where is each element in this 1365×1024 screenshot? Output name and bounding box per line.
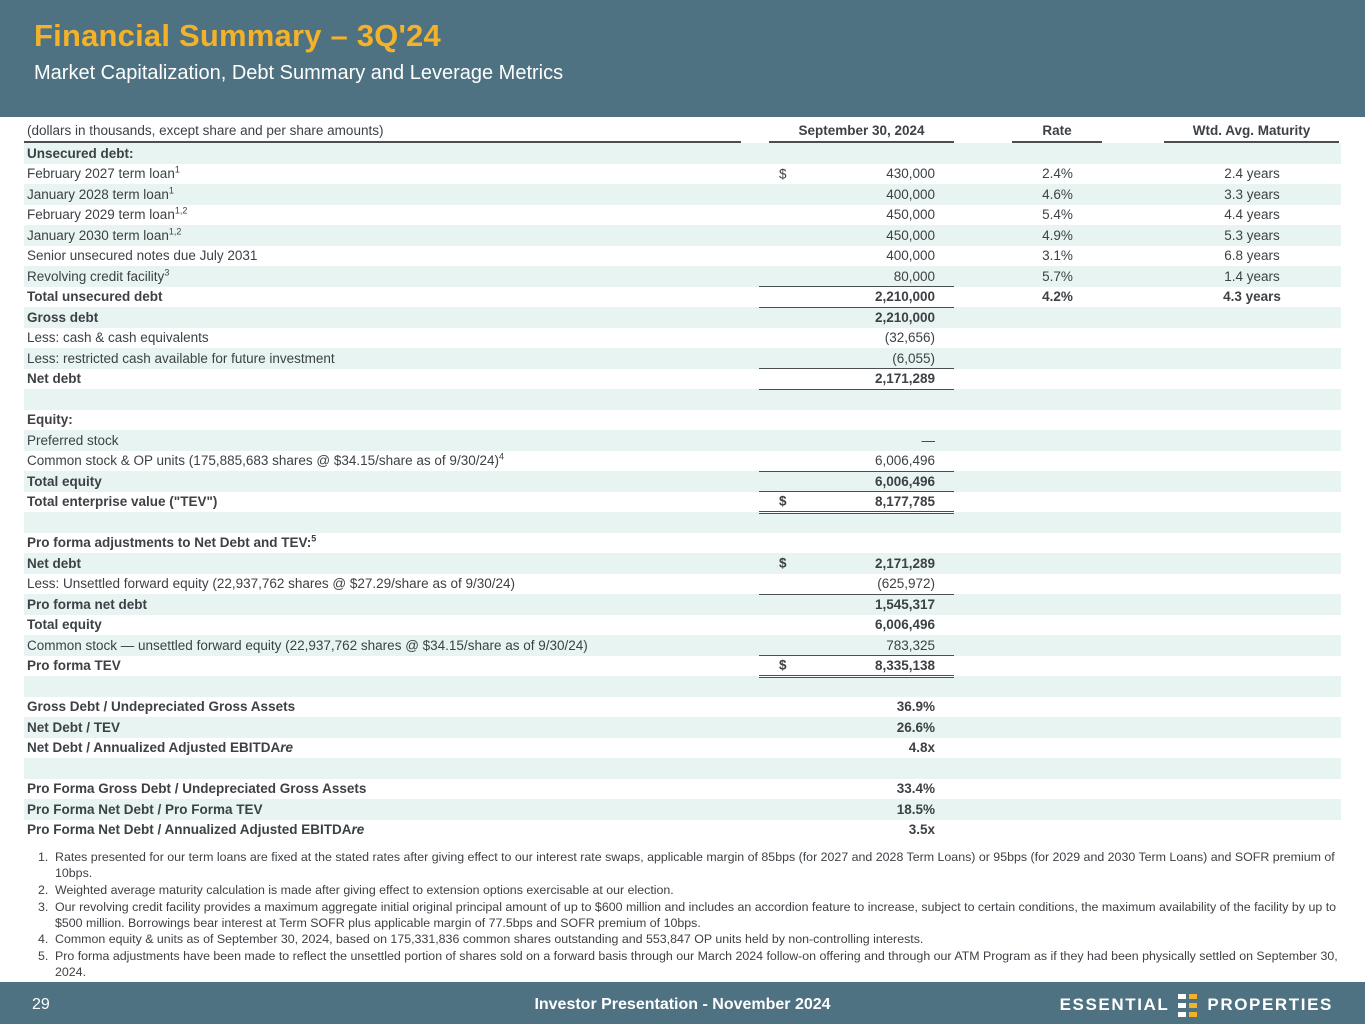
table-row	[24, 574, 1341, 595]
row-value: 3.5x	[908, 822, 935, 838]
row-rate	[954, 676, 1104, 697]
row-rate: 2.4%	[1042, 166, 1073, 182]
row-rate	[954, 307, 1104, 328]
row-value: $ 430,000	[779, 166, 935, 182]
footnotes-list	[24, 850, 1341, 981]
row-rate	[954, 656, 1104, 677]
row-value: 18.5%	[896, 801, 935, 817]
row-label: Total equity	[27, 473, 102, 489]
row-value: 36.9%	[896, 699, 935, 715]
row-maturity	[1104, 512, 1341, 533]
row-label: Unsecured debt:	[27, 145, 134, 161]
table-row	[24, 656, 1341, 677]
row-rate	[954, 471, 1104, 492]
row-rate	[954, 369, 1104, 390]
table-row	[24, 635, 1341, 656]
row-maturity	[1104, 656, 1341, 677]
row-label: Gross Debt / Undepreciated Gross Assets	[27, 699, 296, 715]
row-maturity	[1104, 492, 1341, 513]
row-value: 2,210,000	[874, 310, 935, 325]
row-label: Total equity	[27, 617, 102, 633]
row-maturity	[1104, 471, 1341, 492]
row-label: Pro forma TEV	[27, 658, 121, 674]
row-label	[24, 389, 759, 410]
row-label: Net debt	[27, 371, 81, 387]
row-maturity	[1104, 143, 1341, 164]
row-rate	[954, 758, 1104, 779]
row-rate	[954, 492, 1104, 513]
row-value	[759, 389, 954, 410]
row-label: Common stock & OP units (175,885,683 shares @ $34.15/share as of 9/30/24)$^4$	[27, 451, 504, 469]
spacer-row	[24, 758, 1341, 779]
row-value: (625,972)	[759, 574, 954, 595]
row-rate	[954, 328, 1104, 349]
row-value: 6,006,496	[874, 617, 935, 633]
row-value: 2,171,289	[759, 369, 954, 390]
col-header-description: (dollars in thousands, except share and per share amounts)	[24, 123, 759, 143]
row-value: —	[921, 432, 935, 448]
footer-caption: Investor Presentation - November 2024	[534, 996, 831, 1013]
row-maturity: 4.4 years	[1224, 207, 1280, 223]
table-header-row	[24, 123, 1341, 143]
table-row	[24, 266, 1341, 287]
row-rate: 4.9%	[1042, 227, 1073, 243]
slide-content	[0, 117, 1365, 982]
row-label: Common stock — unsettled forward equity (22,937,762 shares @ $34.15/share as of 9/30/24)	[27, 637, 588, 653]
row-rate	[954, 799, 1104, 820]
row-rate: 5.4%	[1042, 207, 1073, 223]
essential-properties-logo-icon	[1178, 992, 1198, 1019]
row-label: Less: restricted cash available for future investment	[27, 350, 335, 366]
table-row	[24, 430, 1341, 451]
row-maturity	[1104, 451, 1341, 472]
row-label	[24, 512, 759, 533]
row-rate	[954, 410, 1104, 431]
row-maturity	[1104, 410, 1341, 431]
spacer-row	[24, 389, 1341, 410]
row-value: 1,545,317	[874, 597, 935, 612]
footnote: 2. Weighted average maturity calculation is made after giving effect to extension options exercisable at our election.	[38, 882, 674, 897]
row-label: Pro forma adjustments to Net Debt and TEV:$^5$	[27, 533, 317, 551]
row-maturity	[1104, 738, 1341, 759]
row-maturity	[1104, 635, 1341, 656]
dollar-sign: $	[779, 555, 787, 571]
row-value: (6,055)	[759, 348, 954, 369]
row-rate	[954, 553, 1104, 574]
row-rate	[954, 143, 1104, 164]
footnote: 3. Our revolving credit facility provides a maximum aggregate initial original principal amount of up to $600 million and includes an accordion feature to increase, subject to certain conditions, the maximum availability of the facility by up to $500 million. Borrowings bear interest at Term SOFR plus applicable margin of 77.5bps and SOFR premium of 10bps.	[38, 899, 1337, 930]
footnote: 5. Pro forma adjustments have been made to reflect the unsettled portion of shares sold on a forward basis through our March 2024 follow-on offering and through our ATM Program as if they had been physically settled on September 30, 2024.	[38, 949, 1338, 980]
row-maturity: 6.8 years	[1224, 248, 1280, 264]
row-maturity: 2.4 years	[1224, 166, 1280, 182]
row-rate: 4.2%	[1042, 289, 1073, 305]
row-value: 400,000	[886, 248, 935, 264]
table-row	[24, 225, 1341, 246]
row-value: 26.6%	[896, 719, 935, 735]
row-label: January 2030 term loan$^{1,2}$	[27, 226, 182, 243]
financial-summary-table	[24, 123, 1341, 840]
row-value	[759, 410, 954, 431]
row-rate	[954, 717, 1104, 738]
row-maturity	[1104, 594, 1341, 615]
row-value: 450,000	[886, 227, 935, 243]
table-row	[24, 184, 1341, 205]
table-row	[24, 307, 1341, 328]
row-label: February 2029 term loan$^{1,2}$	[27, 205, 188, 223]
row-value: 400,000	[886, 186, 935, 202]
row-maturity	[1104, 779, 1341, 800]
company-logo	[1060, 992, 1333, 1019]
row-value: 450,000	[886, 207, 935, 223]
row-label: Net Debt / Annualized Adjusted EBITDAre	[27, 740, 294, 756]
row-value: $ 8,177,785	[759, 492, 954, 513]
row-label: Total unsecured debt	[27, 289, 163, 305]
row-label: Pro forma net debt	[27, 596, 148, 612]
table-row	[24, 369, 1341, 390]
row-maturity: 4.3 years	[1223, 289, 1281, 305]
row-value	[759, 533, 954, 554]
row-label: Pro Forma Gross Debt / Undepreciated Gross Assets	[27, 781, 367, 797]
row-rate: 5.7%	[1042, 268, 1073, 284]
table-row	[24, 471, 1341, 492]
table-row	[24, 553, 1341, 574]
table-row	[24, 328, 1341, 349]
page-subtitle: Market Capitalization, Debt Summary and Leverage Metrics	[34, 62, 564, 84]
row-rate	[954, 738, 1104, 759]
row-rate	[954, 820, 1104, 841]
row-value	[759, 758, 954, 779]
row-label: Preferred stock	[27, 432, 119, 448]
table-row	[24, 205, 1341, 226]
row-label: Less: Unsettled forward equity (22,937,762 shares @ $27.29/share as of 9/30/24)	[27, 576, 515, 592]
row-maturity	[1104, 348, 1341, 369]
row-maturity	[1104, 369, 1341, 390]
row-rate	[954, 594, 1104, 615]
table-row	[24, 820, 1341, 841]
row-label: Net debt	[27, 555, 81, 571]
table-row	[24, 287, 1341, 308]
row-value: $ 2,171,289	[779, 555, 935, 571]
row-label: February 2027 term loan$^1$	[27, 164, 180, 182]
row-label: Equity:	[27, 412, 73, 428]
row-maturity: 3.3 years	[1224, 186, 1280, 202]
table-row	[24, 533, 1341, 554]
footnote: 1. Rates presented for our term loans are fixed at the stated rates after giving effect to our interest rate swaps, applicable margin of 85bps (for 2027 and 2028 Term Loans) or 95bps (for 2029 and 2030 Term Loans) and SOFR premium of 10bps.	[38, 850, 1335, 880]
footnote: 4. Common equity & units as of September 30, 2024, based on 175,331,836 common shares outstanding and 553,847 OP units held by non-controlling interests.	[38, 932, 924, 947]
row-rate	[954, 389, 1104, 410]
row-label: Less: cash & cash equivalents	[27, 330, 209, 346]
logo-text-essential: ESSENTIAL	[1059, 995, 1170, 1014]
row-maturity	[1104, 574, 1341, 595]
table-row	[24, 492, 1341, 513]
spacer-row	[24, 512, 1341, 533]
col-header-maturity: Wtd. Avg. Maturity	[1104, 123, 1341, 143]
row-label: January 2028 term loan$^1$	[27, 185, 174, 202]
slide-footer	[0, 982, 1365, 1024]
row-value: 6,006,496	[759, 471, 954, 492]
row-value: 783,325	[759, 635, 954, 656]
table-row	[24, 717, 1341, 738]
row-value	[759, 512, 954, 533]
table-row	[24, 697, 1341, 718]
table-row	[24, 164, 1341, 185]
slide-header	[0, 0, 1365, 117]
table-row	[24, 594, 1341, 615]
row-maturity	[1104, 615, 1341, 636]
dollar-sign: $	[779, 657, 787, 673]
table-row	[24, 738, 1341, 759]
row-value: $ 8,335,138	[759, 656, 954, 677]
row-maturity	[1104, 533, 1341, 554]
row-rate	[954, 574, 1104, 595]
row-rate: 4.6%	[1042, 186, 1073, 202]
row-rate	[954, 635, 1104, 656]
row-value: (32,656)	[884, 330, 935, 346]
row-value: 4.8x	[908, 740, 935, 756]
table-row	[24, 615, 1341, 636]
row-maturity	[1104, 717, 1341, 738]
row-label	[24, 676, 759, 697]
row-maturity	[1104, 820, 1341, 841]
row-label: Senior unsecured notes due July 2031	[27, 248, 258, 264]
spacer-row	[24, 676, 1341, 697]
table-row	[24, 779, 1341, 800]
row-label: Total enterprise value ("TEV")	[27, 494, 218, 510]
row-maturity	[1104, 553, 1341, 574]
row-maturity	[1104, 307, 1341, 328]
table-row	[24, 410, 1341, 431]
table-row	[24, 246, 1341, 267]
row-value: 33.4%	[896, 781, 935, 797]
row-value: 80,000	[759, 266, 954, 287]
table-row	[24, 348, 1341, 369]
row-rate	[954, 779, 1104, 800]
row-maturity	[1104, 328, 1341, 349]
row-label: Gross debt	[27, 309, 99, 325]
row-value	[759, 143, 954, 164]
row-label: Pro Forma Net Debt / Annualized Adjusted EBITDAre	[27, 822, 365, 838]
row-rate	[954, 348, 1104, 369]
col-header-date: September 30, 2024	[759, 123, 954, 143]
dollar-sign: $	[779, 166, 787, 182]
row-rate: 3.1%	[1042, 248, 1073, 264]
table-row	[24, 143, 1341, 164]
row-maturity	[1104, 430, 1341, 451]
row-maturity: 5.3 years	[1224, 227, 1280, 243]
row-maturity	[1104, 697, 1341, 718]
row-label: Pro Forma Net Debt / Pro Forma TEV	[27, 801, 263, 817]
row-value	[759, 676, 954, 697]
row-maturity	[1104, 676, 1341, 697]
row-label	[24, 758, 759, 779]
page-number: 29	[32, 996, 50, 1013]
row-rate	[954, 430, 1104, 451]
row-rate	[954, 697, 1104, 718]
row-label: Revolving credit facility$^3$	[27, 267, 170, 284]
row-value: 2,210,000	[759, 287, 954, 308]
table-row	[24, 451, 1341, 472]
page-title: Financial Summary – 3Q'24	[34, 18, 441, 53]
row-maturity	[1104, 758, 1341, 779]
table-row	[24, 799, 1341, 820]
row-maturity	[1104, 799, 1341, 820]
row-maturity	[1104, 389, 1341, 410]
col-header-rate: Rate	[954, 123, 1104, 143]
row-rate	[954, 512, 1104, 533]
row-value: 6,006,496	[759, 451, 954, 472]
logo-text-properties: PROPERTIES	[1207, 995, 1333, 1014]
row-rate	[954, 615, 1104, 636]
row-rate	[954, 451, 1104, 472]
row-label: Net Debt / TEV	[27, 719, 121, 735]
row-maturity: 1.4 years	[1224, 268, 1280, 284]
row-rate	[954, 533, 1104, 554]
dollar-sign: $	[779, 493, 787, 509]
